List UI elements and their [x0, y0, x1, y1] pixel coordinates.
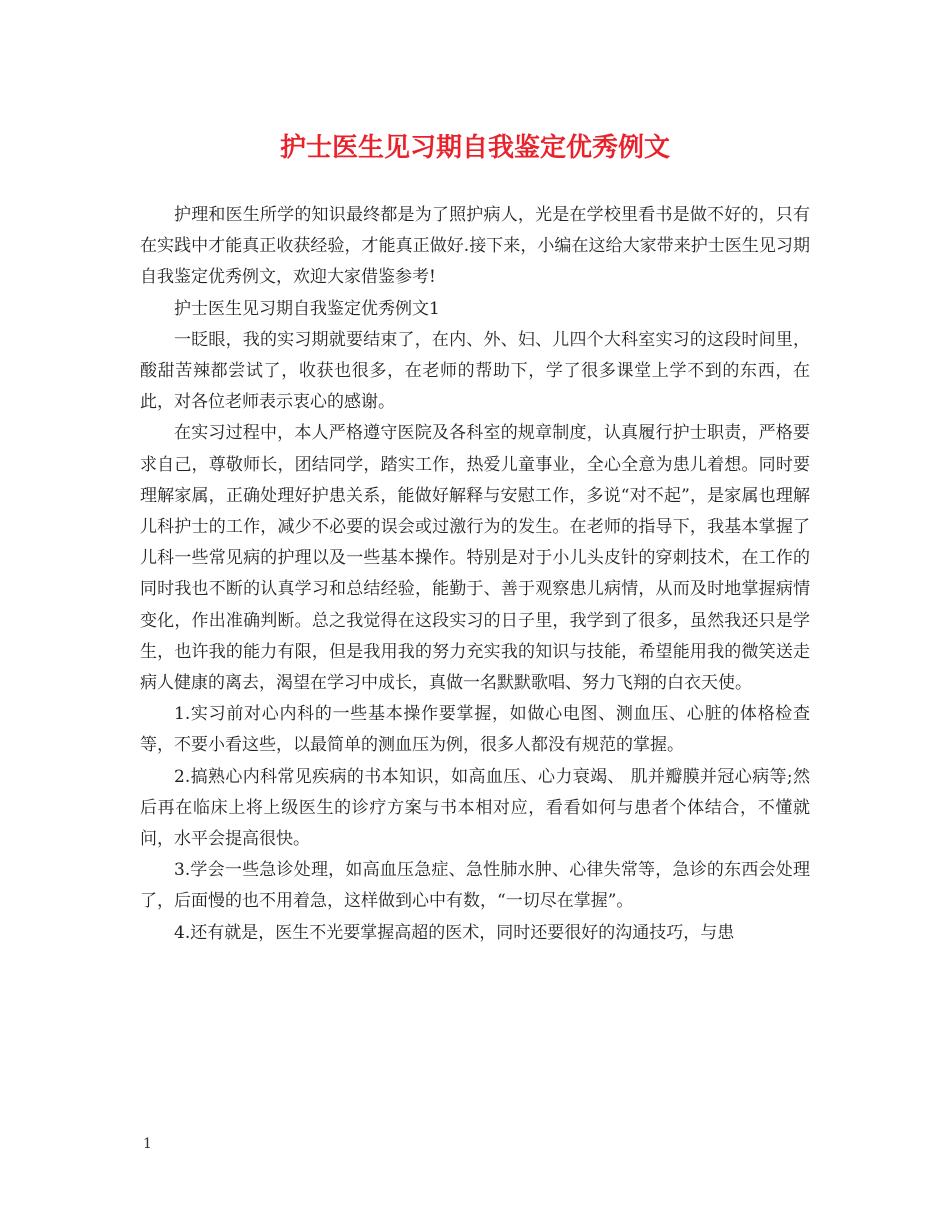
list-item: 3.学会一些急诊处理，如高血压急症、急性肺水肿、心律失常等，急诊的东西会处理了，后面慢的也不用着急，这样做到心中有数，“一切尽在掌握”。 — [140, 860, 810, 912]
section-heading: 护士医生见习期自我鉴定优秀例文1 — [174, 298, 440, 319]
list-item: 2.搞熟心内科常见疾病的书本知识，如高血压、心力衰竭、 肌并瓣膜并冠心病等;然后再在临床上将上级医生的诊疗方案与书本相对应，看看如何与患者个体结合，不懂就问，水平会提高很快。 — [140, 766, 810, 850]
list-item: 4.还有就是，医生不光要掌握高超的医术，同时还要很好的沟通技巧，与患 — [174, 922, 735, 943]
list-item: 1.实习前对心内科的一些基本操作要掌握，如做心电图、测血压、心脏的体格检查等，不要小看这些，以最简单的测血压为例，很多人都没有规范的掌握。 — [140, 704, 810, 756]
body-paragraph: 一眨眼，我的实习期就要结束了，在内、外、妇、儿四个大科室实习的这段时间里，酸甜苦辣都尝试了，收获也很多，在老师的帮助下，学了很多课堂上学不到的东西，在此，对各位老师表示衷心的感谢。 — [140, 329, 810, 413]
document-body — [140, 200, 810, 949]
body-paragraph: 在实习过程中，本人严格遵守医院及各科室的规章制度，认真履行护士职责，严格要求自己，尊敬师长，团结同学，踏实工作，热爱儿童事业，全心全意为患儿着想。同时要理解家属，正确处理好护患关系，能做好解释与安慰工作，多说“对不起”，是家属也理解儿科护士的工作，减少不必要的误会或过激行为的发生。在老师的指导下，我基本掌握了儿科一些常见病的护理以及一些基本操作。特别是对于小儿头皮针的穿刺技术，在工作的同时我也不断的认真学习和总结经验，能勤于、善于观察患儿病情，从而及时地掌握病情变化，作出准确判断。总之我觉得在这段实习的日子里，我学到了很多，虽然我还只是学生，也许我的能力有限，但是我用我的努力充实我的知识与技能，希望能用我的微笑送走病人健康的离去，渴望在学习中成长，真做一名默默歌唱、努力飞翔的白衣天使。 — [140, 423, 810, 694]
document-title: 护士医生见习期自我鉴定优秀例文 — [279, 133, 670, 163]
intro-paragraph: 护理和医生所学的知识最终都是为了照护病人，光是在学校里看书是做不好的，只有在实践中才能真正收获经验，才能真正做好.接下来，小编在这给大家带来护士医生见习期自我鉴定优秀例文，欢迎大家借鉴参考! — [140, 205, 810, 288]
page-number: 1 — [143, 1136, 152, 1152]
